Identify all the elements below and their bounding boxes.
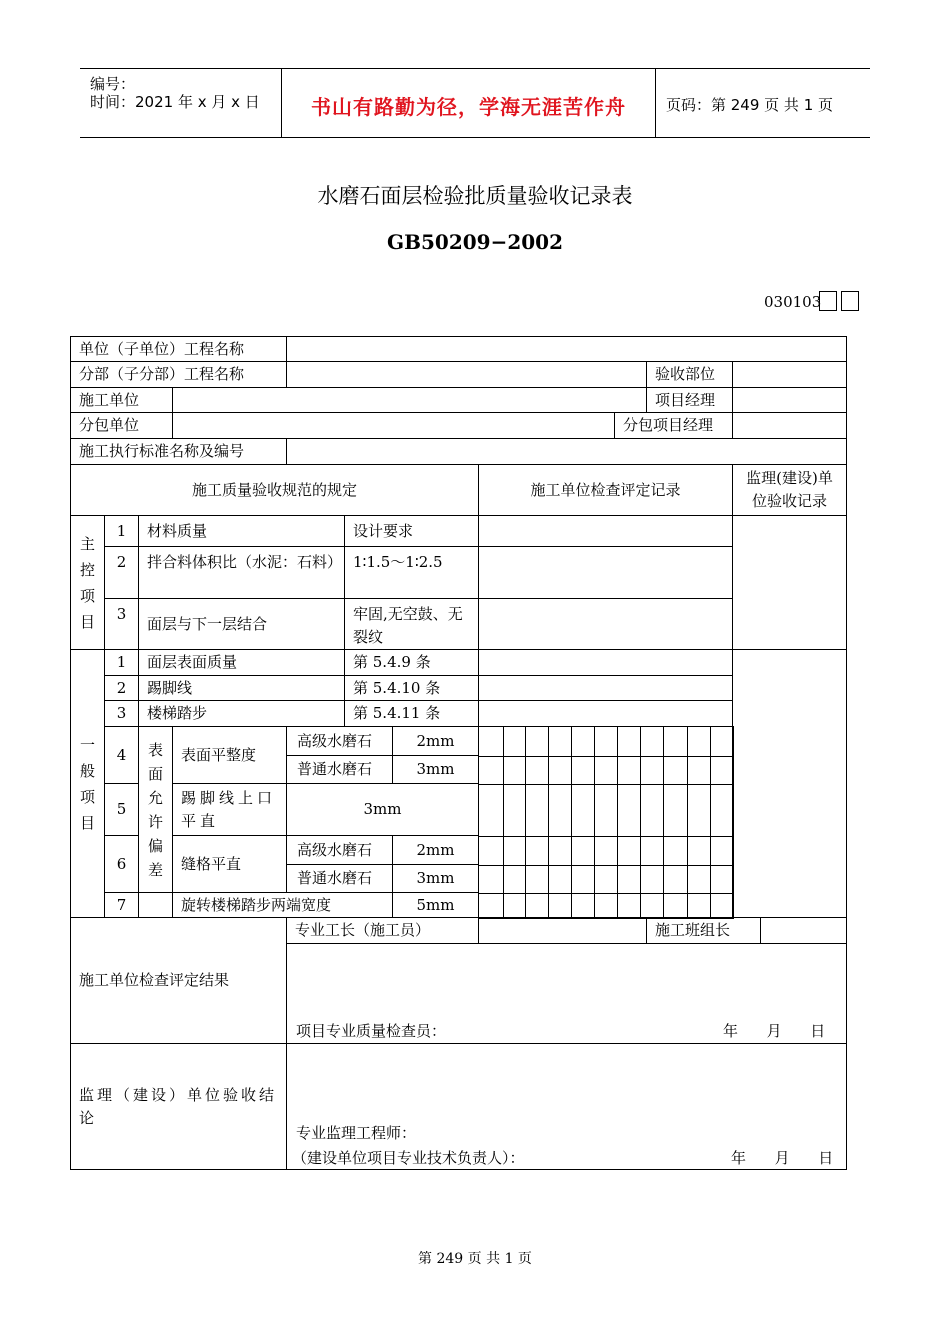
measurement-cell[interactable] [503,865,526,894]
measurement-cell[interactable] [617,784,641,837]
measurement-cell[interactable] [478,893,504,919]
general-item-no: 2 [104,675,139,701]
team-leader-field[interactable] [760,917,847,944]
team-leader-label: 施工班组长 [646,917,761,944]
sub-pm-field[interactable] [732,412,847,439]
header-left-cell [80,69,282,137]
general-item-no: 3 [104,700,139,727]
measurement-cell[interactable] [478,865,504,894]
check-column-header: 施工单位检查评定记录 [478,464,733,516]
tol-grade-high: 高级水磨石 [286,835,393,865]
subproject-label: 分部（子分部）工程名称 [70,361,287,388]
subcontractor-field[interactable] [172,412,615,439]
main-item-requirement: 1∶1.5～1∶2.5 [344,546,479,599]
tol-value: 2mm [392,726,479,756]
measurement-cell[interactable] [594,865,618,894]
tol-value: 5mm [392,892,479,918]
measurement-cell[interactable] [663,865,688,894]
general-label-char: 一 [79,735,95,754]
general-item-requirement: 第 5.4.10 条 [344,675,479,701]
project-name-field[interactable] [286,336,847,362]
main-label-char: 目 [79,612,95,631]
general-supervision-field[interactable] [732,649,847,918]
general-item-requirement: 第 5.4.11 条 [344,700,479,727]
measurement-cell[interactable] [594,756,618,785]
main-item-check-field[interactable] [478,515,733,547]
measurement-cell[interactable] [710,836,734,866]
code-box-1[interactable] [819,291,837,311]
subcontractor-label: 分包单位 [70,412,173,439]
inspector-label: 项目专业质量检查员： [296,1022,447,1040]
measurement-cell[interactable] [617,756,641,785]
tol-label-char: 许 [147,812,163,831]
tol-label-char: 表 [147,740,163,759]
measurement-cell[interactable] [571,865,595,894]
page-label: 页码：第 249 页 共 1 页 [666,96,834,114]
measurement-cell[interactable] [710,726,734,757]
measurement-cell[interactable] [571,784,595,837]
general-label-char: 项 [79,787,95,806]
page-footer: 第 249 页 共 1 页 [418,1251,532,1267]
measurement-cell[interactable] [663,726,688,757]
measurement-cell[interactable] [640,756,664,785]
standard-number: GB50209−2002 [387,230,563,254]
measurement-cell[interactable] [548,865,572,894]
date-label: 时间：2021 年 x 月 x 日 [90,93,260,111]
measurement-cell[interactable] [640,784,664,837]
general-item-check-field[interactable] [478,675,733,701]
tol-item-no: 7 [104,892,139,918]
main-item-no: 2 [104,546,139,599]
measurement-cell[interactable] [478,756,504,785]
general-item-name: 楼梯踏步 [138,700,345,727]
main-label-char: 主 [79,534,95,553]
tol-name: 踢脚线上口平直 [172,783,287,836]
main-item-check-field[interactable] [478,546,733,599]
main-item-no: 1 [104,515,139,547]
tol-item-no: 5 [104,783,139,836]
general-label-char: 目 [79,813,95,832]
measurement-cell[interactable] [503,784,526,837]
form-code: 030103 [764,293,822,311]
tolerance-label [138,726,173,893]
main-item-check-field[interactable] [478,598,733,650]
tol-item-no: 4 [104,726,139,784]
general-label-char: 般 [79,761,95,780]
general-item-name: 面层表面质量 [138,649,345,676]
tol-value: 3mm [392,864,479,893]
measurement-cell[interactable] [640,893,664,919]
general-item-name: 踢脚线 [138,675,345,701]
main-item-no: 3 [104,598,139,650]
main-item-name: 材料质量 [138,515,345,547]
measurement-cell[interactable] [571,726,595,757]
tol-grade-ordinary: 普通水磨石 [286,864,393,893]
measurement-cell[interactable] [617,865,641,894]
measurement-cell[interactable] [687,865,711,894]
measurement-cell[interactable] [617,893,641,919]
header-right-cell [656,69,870,137]
measurement-cell[interactable] [503,726,526,757]
contractor-field[interactable] [172,387,647,413]
measurement-cell[interactable] [525,865,549,894]
measurement-cell[interactable] [663,893,688,919]
measurement-cell[interactable] [687,836,711,866]
inspector-date: 年 月 日 [723,1022,826,1040]
supervision-conclusion-label: 监理（建设）单位验收结论 [70,1043,287,1170]
contractor-label: 施工单位 [70,387,173,413]
owner-label: （建设单位项目专业技术负责人）： [292,1149,525,1167]
measurement-cell[interactable] [663,756,688,785]
acceptance-form [70,336,847,1170]
tol-name: 缝格平直 [172,835,287,893]
contractor-result-field[interactable] [286,943,847,1044]
code-box-2[interactable] [841,291,859,311]
measurement-cell[interactable] [571,893,595,919]
tol-item-no: 6 [104,835,139,893]
foreman-field[interactable] [478,917,647,944]
measurement-cell[interactable] [687,784,711,837]
pm-field[interactable] [732,387,847,413]
tol-label-char: 偏 [147,836,163,855]
general-item-no: 1 [104,649,139,676]
measurement-cell[interactable] [548,893,572,919]
measurement-cell[interactable] [548,836,572,866]
measurement-cell[interactable] [594,836,618,866]
measurement-cell[interactable] [525,836,549,866]
main-label-char: 项 [79,586,95,605]
measurement-cell[interactable] [548,726,572,757]
motto: 书山有路勤为径，学海无涯苦作舟 [311,95,626,119]
tol-grade-ordinary: 普通水磨石 [286,755,393,784]
measurement-cell[interactable] [640,726,664,757]
tol-label-char: 允 [147,788,163,807]
accept-part-field[interactable] [732,361,847,388]
main-supervision-field[interactable] [732,515,847,650]
measurement-cell[interactable] [594,726,618,757]
measurement-cell[interactable] [525,756,549,785]
general-item-check-field[interactable] [478,649,733,676]
conclusion-date: 年 月 日 [731,1149,834,1167]
standard-name-field[interactable] [286,438,847,465]
measurement-cell[interactable] [710,865,734,894]
accept-part-label: 验收部位 [646,361,733,388]
measurement-cell[interactable] [503,893,526,919]
measurement-cell[interactable] [478,726,504,757]
sub-pm-label: 分包项目经理 [614,412,733,439]
measurement-cell[interactable] [710,893,734,919]
measurement-cell[interactable] [525,784,549,837]
measurement-cell[interactable] [687,726,711,757]
spec-column-header: 施工质量验收规范的规定 [70,464,479,516]
supervision-column-header: 监理(建设)单位验收记录 [732,464,847,516]
measurement-cell[interactable] [548,756,572,785]
number-label: 编号： [90,75,136,93]
measurement-cell[interactable] [663,836,688,866]
measurement-cell[interactable] [478,836,504,866]
tol-value: 2mm [392,835,479,865]
measurement-cell[interactable] [640,836,664,866]
general-item-check-field[interactable] [478,700,733,727]
tol-value: 3mm [286,783,479,836]
contractor-result-label: 施工单位检查评定结果 [70,917,287,1044]
measurement-cell[interactable] [617,836,641,866]
measurement-cell[interactable] [710,756,734,785]
foreman-label: 专业工长（施工员） [286,917,479,944]
measurement-cell[interactable] [525,893,549,919]
measurement-cell[interactable] [663,784,688,837]
measurement-cell[interactable] [571,836,595,866]
main-item-name: 拌合料体积比（水泥：石料） [138,546,345,599]
general-items-label [70,649,105,918]
subproject-field[interactable] [286,361,647,388]
engineer-label: 专业监理工程师： [296,1124,417,1142]
standard-name-label: 施工执行标准名称及编号 [70,438,287,465]
measurement-cell[interactable] [617,726,641,757]
header-motto-cell [282,69,656,137]
document-title: 水磨石面层检验批质量验收记录表 [317,184,633,208]
measurement-cell[interactable] [503,836,526,866]
measurement-cell[interactable] [710,784,734,837]
pm-label: 项目经理 [646,387,733,413]
project-name-label: 单位（子单位）工程名称 [70,336,287,362]
main-label-char: 控 [79,560,95,579]
measurement-cell[interactable] [594,784,618,837]
tol-name: 表面平整度 [172,726,287,784]
tol-grade-high: 高级水磨石 [286,726,393,756]
measurement-cell[interactable] [571,756,595,785]
main-control-label [70,515,105,650]
measurement-cell[interactable] [503,756,526,785]
measurement-cell[interactable] [687,756,711,785]
measurement-cell[interactable] [687,893,711,919]
tol-label-char: 面 [147,764,163,783]
measurement-cell[interactable] [640,865,664,894]
measurement-cell[interactable] [548,784,572,837]
supervision-conclusion-field[interactable] [286,1043,847,1170]
measurement-grid [478,726,733,918]
main-item-requirement: 设计要求 [344,515,479,547]
measurement-cell[interactable] [594,893,618,919]
general-item-requirement: 第 5.4.9 条 [344,649,479,676]
main-item-requirement: 牢固,无空鼓、无裂纹 [344,598,479,650]
tol-name: 旋转楼梯踏步两端宽度 [172,892,393,918]
main-item-name: 面层与下一层结合 [138,598,345,650]
measurement-cell[interactable] [478,784,504,837]
tol-label-char: 差 [147,860,163,879]
page-header [80,68,870,138]
measurement-cell[interactable] [525,726,549,757]
tol-value: 3mm [392,755,479,784]
